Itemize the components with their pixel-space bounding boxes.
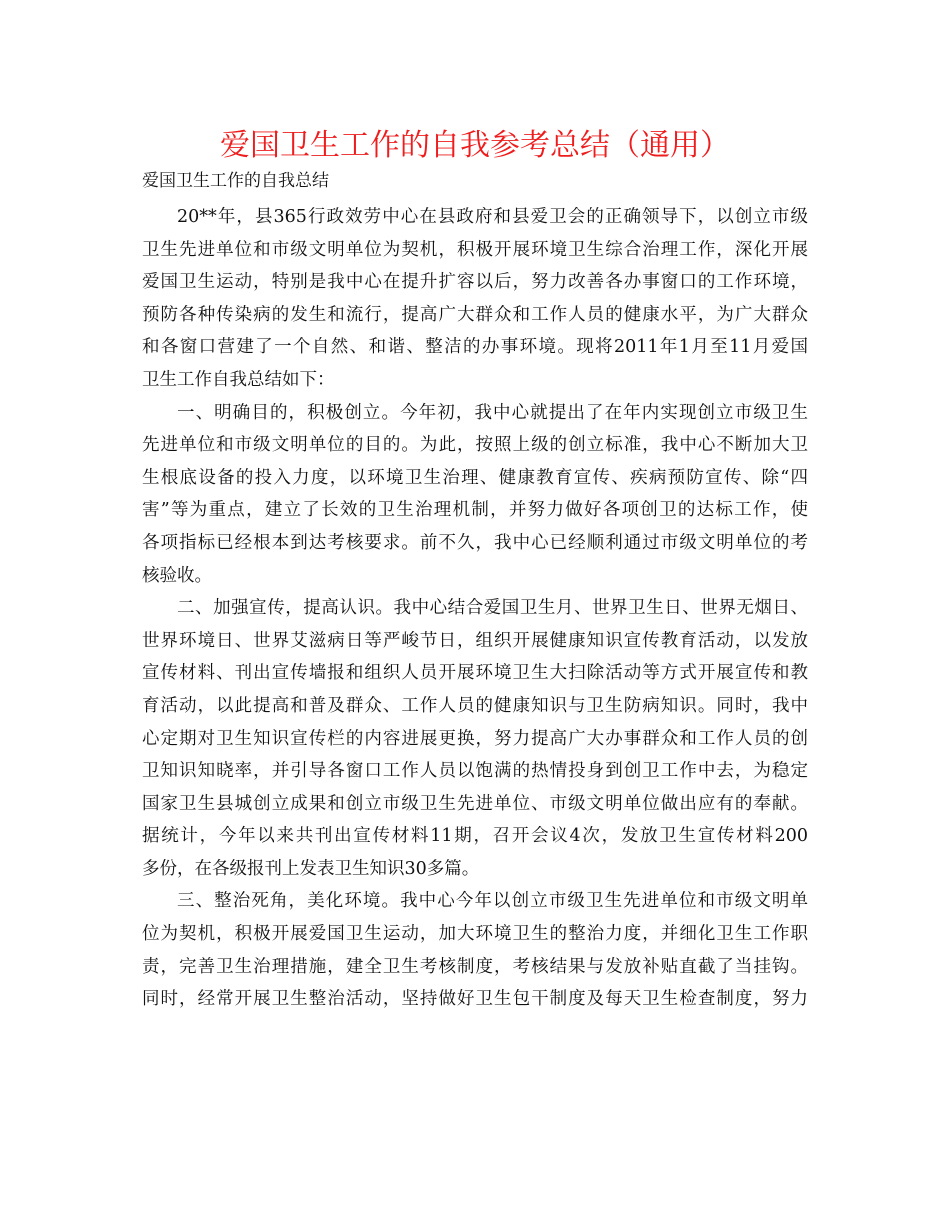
paragraph-line: 预防各种传染病的发生和流行，提高广大群众和工作人员的健康水平，为广大群众	[142, 304, 808, 325]
paragraph-line: 一、明确目的，积极创立。今年初，我中心就提出了在年内实现创立市级卫生	[177, 402, 808, 423]
paragraph-line: 位为契机，积极开展爱国卫生运动，加大环境卫生的整治力度，并细化卫生工作职	[142, 924, 808, 945]
paragraph-line: 育活动，以此提高和普及群众、工作人员的健康知识与卫生防病知识。同时，我中	[142, 695, 808, 716]
paragraph-line: 心定期对卫生知识宣传栏的内容进展更换，努力提高广大办事群众和工作人员的创	[142, 728, 808, 749]
document-title: 爱国卫生工作的自我参考总结（通用）	[220, 128, 730, 163]
document-subtitle: 爱国卫生工作的自我总结	[142, 171, 329, 191]
paragraph-line: 责，完善卫生治理措施，建全卫生考核制度，考核结果与发放补贴直截了当挂钩。	[142, 956, 808, 977]
paragraph-line: 20**年，县365行政效劳中心在县政府和县爱卫会的正确领导下，以创立市级	[177, 207, 808, 227]
paragraph-line: 害”等为重点，建立了长效的卫生治理机制，并努力做好各项创卫的达标工作，使	[142, 500, 808, 521]
paragraph-line: 世界环境日、世界艾滋病日等严峻节日，组织开展健康知识宣传教育活动，以发放	[142, 630, 808, 651]
paragraph-line: 二、加强宣传，提高认识。我中心结合爱国卫生月、世界卫生日、世界无烟日、	[177, 598, 808, 619]
document-body	[142, 201, 808, 1016]
paragraph-line: 据统计，今年以来共刊出宣传材料11期，召开会议4次，发放卫生宣传材料200	[142, 826, 808, 847]
paragraph-line: 卫生工作自我总结如下：	[142, 369, 335, 390]
paragraph-line: 国家卫生县城创立成果和创立市级卫生先进单位、市级文明单位做出应有的奉献。	[142, 793, 808, 814]
paragraph-line: 先进单位和市级文明单位的目的。为此，按照上级的创立标准，我中心不断加大卫	[142, 435, 808, 456]
paragraph-line: 同时，经常开展卫生整治活动，坚持做好卫生包干制度及每天卫生检查制度，努力	[142, 989, 808, 1010]
paragraph-line: 宣传材料、刊出宣传墙报和组织人员开展环境卫生大扫除活动等方式开展宣传和教	[142, 663, 808, 684]
paragraph-line: 生根底设备的投入力度，以环境卫生治理、健康教育宣传、疾病预防宣传、除“四	[142, 467, 808, 488]
paragraph	[142, 201, 808, 397]
paragraph-line: 三、整治死角，美化环境。我中心今年以创立市级卫生先进单位和市级文明单	[177, 891, 808, 912]
paragraph-line: 多份，在各级报刊上发表卫生知识30多篇。	[142, 858, 480, 879]
paragraph-line: 卫知识知晓率，并引导各窗口工作人员以饱满的热情投身到创卫工作中去，为稳定	[142, 761, 808, 782]
paragraph	[142, 397, 808, 593]
paragraph	[142, 885, 808, 1015]
paragraph-line: 卫生先进单位和市级文明单位为契机，积极开展环境卫生综合治理工作，深化开展	[142, 239, 808, 260]
paragraph-line: 和各窗口营建了一个自然、和谐、整洁的办事环境。现将2011年1月至11月爱国	[142, 337, 808, 358]
paragraph-line: 各项指标已经根本到达考核要求。前不久，我中心已经顺利通过市级文明单位的考	[142, 532, 808, 553]
paragraph	[142, 592, 808, 885]
paragraph-line: 核验收。	[142, 565, 212, 586]
paragraph-line: 爱国卫生运动，特别是我中心在提升扩容以后，努力改善各办事窗口的工作环境，	[142, 272, 808, 293]
